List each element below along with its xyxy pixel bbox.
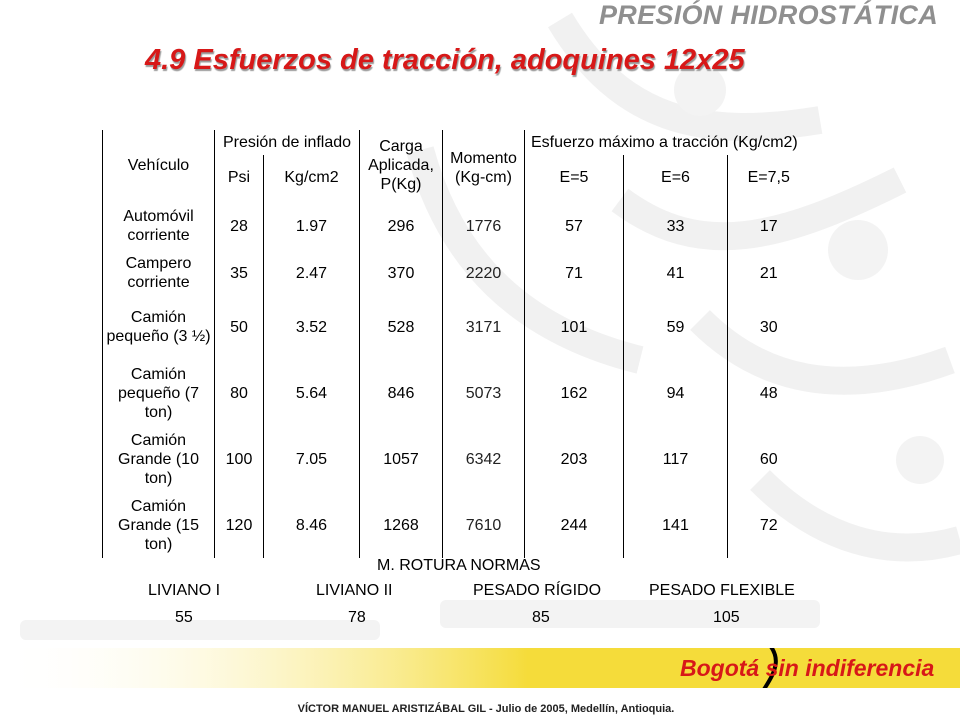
cell-e6: 59 [624, 294, 728, 360]
header-kgcm2: Kg/cm2 [264, 155, 360, 200]
rotura-value: 105 [713, 609, 740, 626]
banner-logo-text: Bogotá sin indiferencia [680, 655, 935, 681]
cell-kgcm2: 2.47 [264, 252, 360, 294]
cell-e6: 41 [624, 252, 728, 294]
traction-stress-table [102, 130, 810, 558]
rotura-value: 85 [532, 609, 550, 626]
cell-carga: 1268 [360, 492, 443, 558]
cell-e5: 244 [525, 492, 624, 558]
cell-momento: 2220 [443, 252, 525, 294]
cell-carga: 528 [360, 294, 443, 360]
bogota-banner [0, 648, 960, 688]
cell-e75: 60 [728, 426, 810, 492]
cell-vehicle: Camión pequeño (3 ½) [103, 294, 215, 360]
table-row [103, 360, 810, 426]
cell-kgcm2: 3.52 [264, 294, 360, 360]
rotura-label: PESADO FLEXIBLE [649, 582, 795, 599]
cell-e75: 17 [728, 200, 810, 252]
table-row [103, 426, 810, 492]
cell-e75: 30 [728, 294, 810, 360]
header-vehicle: Vehículo [103, 130, 215, 200]
header-e6: E=6 [624, 155, 728, 200]
cell-psi: 120 [215, 492, 264, 558]
cell-carga: 1057 [360, 426, 443, 492]
cell-psi: 100 [215, 426, 264, 492]
cell-vehicle: Campero corriente [103, 252, 215, 294]
cell-carga: 370 [360, 252, 443, 294]
footer-credit [0, 703, 960, 715]
rotura-label: LIVIANO I [148, 582, 221, 599]
cell-e75: 72 [728, 492, 810, 558]
header-e5: E=5 [525, 155, 624, 200]
cell-vehicle: Camión pequeño (7 ton) [103, 360, 215, 426]
cell-momento: 7610 [443, 492, 525, 558]
cell-e5: 101 [525, 294, 624, 360]
cell-e6: 33 [624, 200, 728, 252]
header-pressure-group: Presión de inflado [215, 130, 360, 155]
table-row [103, 200, 810, 252]
header-esfuerzo-group: Esfuerzo máximo a tracción (Kg/cm2) [525, 130, 810, 155]
section-header: PRESIÓN HIDROSTÁTICA [598, 0, 938, 30]
header-e75: E=7,5 [728, 155, 810, 200]
cell-e6: 117 [624, 426, 728, 492]
cell-e6: 141 [624, 492, 728, 558]
cell-carga: 296 [360, 200, 443, 252]
cell-vehicle: Camión Grande (10 ton) [103, 426, 215, 492]
cell-e5: 162 [525, 360, 624, 426]
cell-momento: 5073 [443, 360, 525, 426]
cell-e6: 94 [624, 360, 728, 426]
cell-e75: 48 [728, 360, 810, 426]
cell-carga: 846 [360, 360, 443, 426]
cell-momento: 6342 [443, 426, 525, 492]
cell-e5: 57 [525, 200, 624, 252]
header-momento: Momento (Kg-cm) [443, 130, 525, 200]
slide-title: 4.9 Esfuerzos de tracción, adoquines 12x25 [145, 44, 745, 76]
table-row [103, 252, 810, 294]
table-row [103, 492, 810, 558]
cell-vehicle: Camión Grande (15 ton) [103, 492, 215, 558]
cell-kgcm2: 5.64 [264, 360, 360, 426]
cell-e75: 21 [728, 252, 810, 294]
table-row [103, 294, 810, 360]
rotura-value: 55 [175, 609, 193, 626]
cell-kgcm2: 7.05 [264, 426, 360, 492]
rotura-label: LIVIANO II [316, 582, 393, 599]
cell-psi: 28 [215, 200, 264, 252]
cell-kgcm2: 1.97 [264, 200, 360, 252]
cell-e5: 203 [525, 426, 624, 492]
footer-text: VÍCTOR MANUEL ARISTIZÁBAL GIL - Julio de 2005, Medellín, Antioquia. [297, 703, 675, 715]
cell-momento: 1776 [443, 200, 525, 252]
cell-vehicle: Automóvil corriente [103, 200, 215, 252]
cell-psi: 50 [215, 294, 264, 360]
header-psi: Psi [215, 155, 264, 200]
rotura-label: PESADO RÍGIDO [473, 582, 602, 599]
rotura-value: 78 [348, 609, 366, 626]
cell-kgcm2: 8.46 [264, 492, 360, 558]
cell-momento: 3171 [443, 294, 525, 360]
header-carga: Carga Aplicada, P(Kg) [360, 130, 443, 200]
cell-psi: 80 [215, 360, 264, 426]
cell-psi: 35 [215, 252, 264, 294]
cell-e5: 71 [525, 252, 624, 294]
rotura-title: M. ROTURA NORMAS [377, 557, 541, 574]
